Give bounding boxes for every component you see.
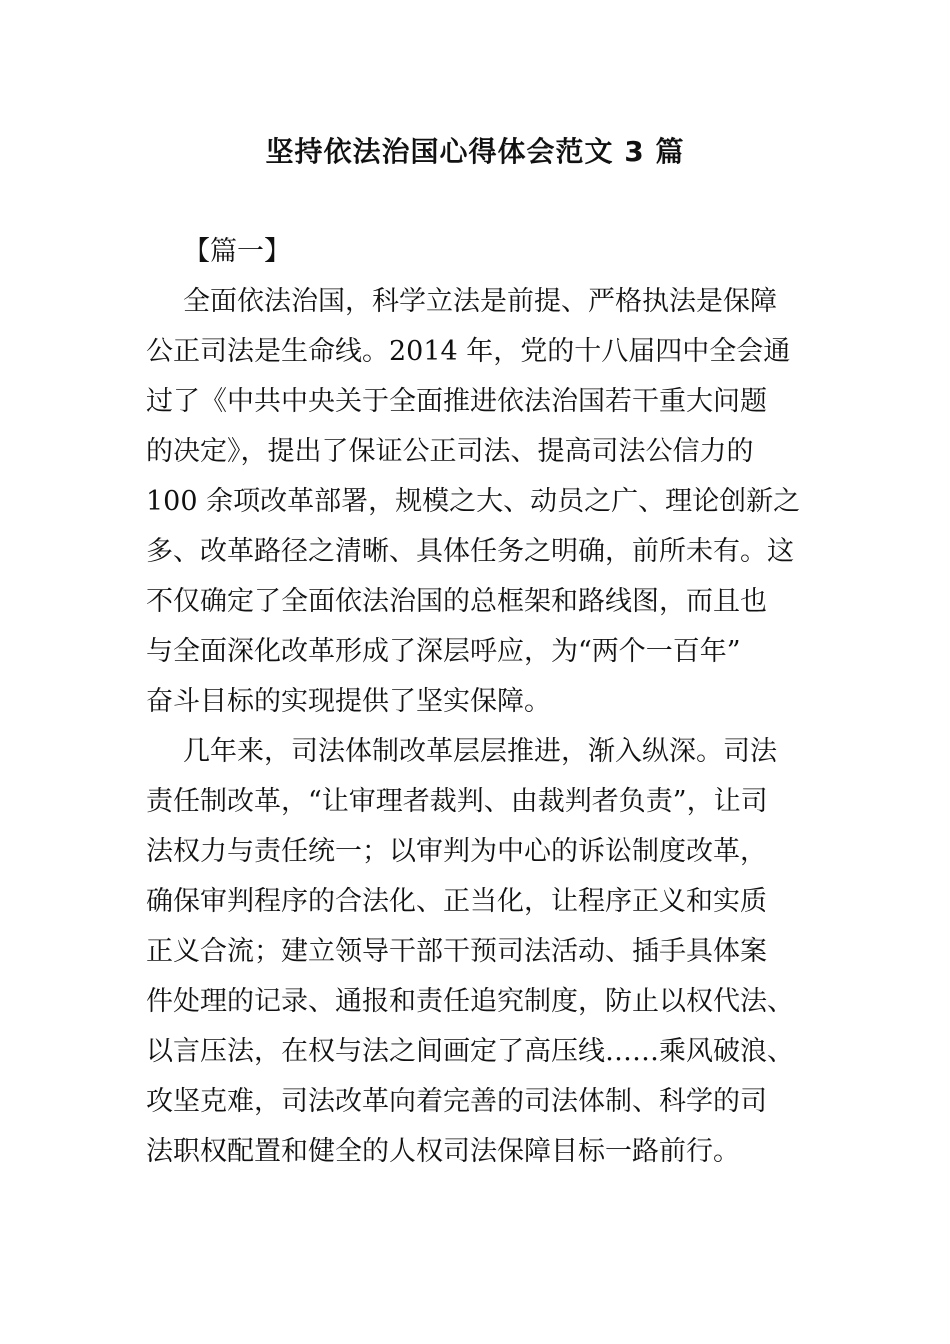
paragraph-line: 奋斗目标的实现提供了坚实保障。 [146, 686, 551, 717]
paragraph-line: 多、改革路径之清晰、具体任务之明确，前所未有。这 [146, 536, 794, 567]
paragraph-line: 责任制改革，“让审理者裁判、由裁判者负责”，让司 [146, 786, 768, 817]
paragraph-line: 公正司法是生命线。2014 年，党的十八届四中全会通 [146, 336, 791, 367]
paragraph-line: 的决定》，提出了保证公正司法、提高司法公信力的 [146, 436, 754, 467]
paragraph-line: 不仅确定了全面依法治国的总框架和路线图，而且也 [146, 586, 767, 617]
paragraph-line: 全面依法治国，科学立法是前提、严格执法是保障 [183, 286, 777, 317]
paragraph-line: 与全面深化改革形成了深层呼应，为“两个一百年” [146, 636, 741, 667]
paragraph-line: 确保审判程序的合法化、正当化，让程序正义和实质 [146, 886, 767, 917]
paragraph-line: 几年来，司法体制改革层层推进，渐入纵深。司法 [183, 736, 777, 767]
paragraph-line: 100 余项改革部署，规模之大、动员之广、理论创新之 [146, 486, 801, 517]
paragraph-line: 攻坚克难，司法改革向着完善的司法体制、科学的司 [146, 1086, 767, 1117]
paragraph-line: 件处理的记录、通报和责任追究制度，防止以权代法、 [146, 986, 794, 1017]
section-label: 【篇一】 [183, 236, 291, 267]
paragraph-line: 以言压法，在权与法之间画定了高压线……乘风破浪、 [146, 1036, 794, 1067]
document-title: 坚持依法治国心得体会范文 3 篇 [265, 135, 685, 168]
paragraph-line: 法职权配置和健全的人权司法保障目标一路前行。 [146, 1136, 740, 1167]
paragraph-line: 正义合流；建立领导干部干预司法活动、插手具体案 [146, 936, 767, 967]
paragraph-line: 过了《中共中央关于全面推进依法治国若干重大问题 [146, 386, 767, 417]
paragraph-line: 法权力与责任统一；以审判为中心的诉讼制度改革， [146, 836, 767, 867]
